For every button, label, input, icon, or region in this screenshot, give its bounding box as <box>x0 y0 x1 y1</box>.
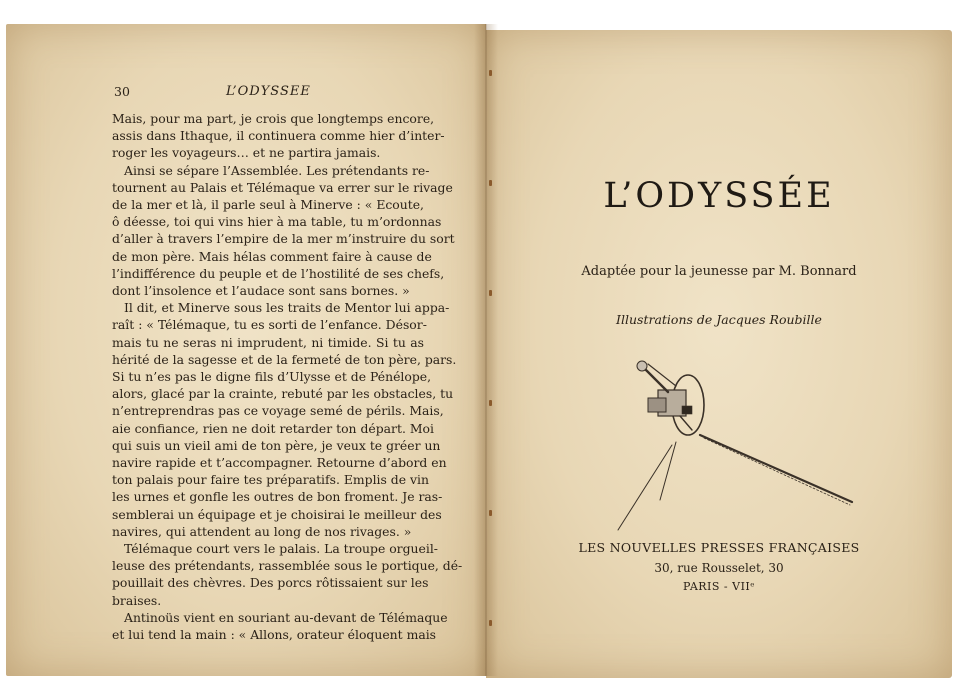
text-line: pouillait des chèvres. Des porcs rôtissaient sur les <box>112 575 429 591</box>
text-line: Si tu n’es pas le digne fils d’Ulysse et de Pénélope, <box>112 369 432 385</box>
text-line: l’indifférence du peuple et de l’hostilité de ses chefs, <box>112 265 445 281</box>
text-line: alors, glacé par la crainte, rebuté par les obstacles, tu <box>112 386 454 402</box>
text-line: semblerai un équipage et je choisirai le meilleur des <box>112 506 442 522</box>
text-line: Antinoüs vient en souriant au-devant de Télémaque <box>124 609 448 625</box>
text-line: de mon père. Mais hélas comment faire à cause de <box>112 248 432 264</box>
publisher-city: PARIS - VIIᵉ <box>682 580 756 593</box>
text-line: tournent au Palais et Télémaque va errer sur le rivage <box>112 179 453 195</box>
illustrator-credit: Illustrations de Jacques Roubille <box>616 312 822 327</box>
body-text <box>112 110 463 643</box>
text-line: Ainsi se sépare l’Assemblée. Les prétendants re- <box>124 162 430 178</box>
book-title: L’ODYSSÉE <box>603 176 835 216</box>
running-head <box>114 84 424 102</box>
text-line: Télémaque court vers le palais. La troupe orgueil- <box>124 541 438 557</box>
text-line: n’entreprendras pas ce voyage semé de périls. Mais, <box>112 403 444 419</box>
text-line: de la mer et là, il parle seul à Minerve : « Ecoute, <box>112 197 424 213</box>
text-line: navire rapide et t’accompagner. Retourne d’abord en <box>112 455 447 471</box>
text-line: aie confiance, rien ne doit retarder ton départ. Moi <box>112 420 434 436</box>
text-line: Mais, pour ma part, je crois que longtemps encore, <box>112 111 435 126</box>
space-probe-illustration <box>600 350 860 540</box>
page-number: 30 <box>114 84 130 99</box>
publisher-address: 30, rue Rousselet, 30 <box>654 561 784 575</box>
text-line: d’aller à travers l’empire de la mer m’instruire du sort <box>112 231 455 247</box>
running-title: L’ODYSSEE <box>226 84 311 99</box>
text-line: ton palais pour faire tes préparatifs. Emplis de vin <box>112 472 429 488</box>
binding-stitch <box>489 70 492 76</box>
binding-stitch <box>489 290 492 296</box>
text-line: qui suis un vieil ami de ton père, je veux te gréer un <box>112 437 441 453</box>
text-line: braises. <box>112 592 162 608</box>
subtitle: Adaptée pour la jeunesse par M. Bonnard <box>581 264 857 279</box>
binding-stitch <box>489 400 492 406</box>
text-line: navires, qui attendent au long de nos rivages. » <box>112 523 412 539</box>
text-line: dont l’insolence et l’audace sont sans bornes. » <box>112 283 410 299</box>
text-line: leuse des prétendants, rassemblée sous le portique, dé- <box>112 558 463 574</box>
book-gutter <box>474 24 498 676</box>
text-line: mais tu ne seras ni imprudent, ni timide. Si tu as <box>112 334 424 350</box>
text-line: roger les voyageurs… et ne partira jamais. <box>112 145 381 161</box>
text-line: et lui tend la main : « Allons, orateur éloquent mais <box>112 627 437 643</box>
text-line: Il dit, et Minerve sous les traits de Mentor lui appa- <box>124 300 450 316</box>
binding-stitch <box>489 510 492 516</box>
text-line: hérité de la sagesse et de la fermeté de ton père, pars. <box>112 351 457 367</box>
text-line: raît : « Télémaque, tu es sorti de l’enfance. Désor- <box>112 317 427 333</box>
text-line: les urnes et gonfle les outres de bon froment. Je ras- <box>112 489 443 505</box>
binding-stitch <box>489 620 492 626</box>
text-line: ô déesse, toi qui vins hier à ma table, tu m’ordonnas <box>112 214 442 230</box>
publisher-name: LES NOUVELLES PRESSES FRANÇAISES <box>578 540 860 555</box>
text-line: assis dans Ithaque, il continuera comme hier d’inter- <box>112 128 445 144</box>
